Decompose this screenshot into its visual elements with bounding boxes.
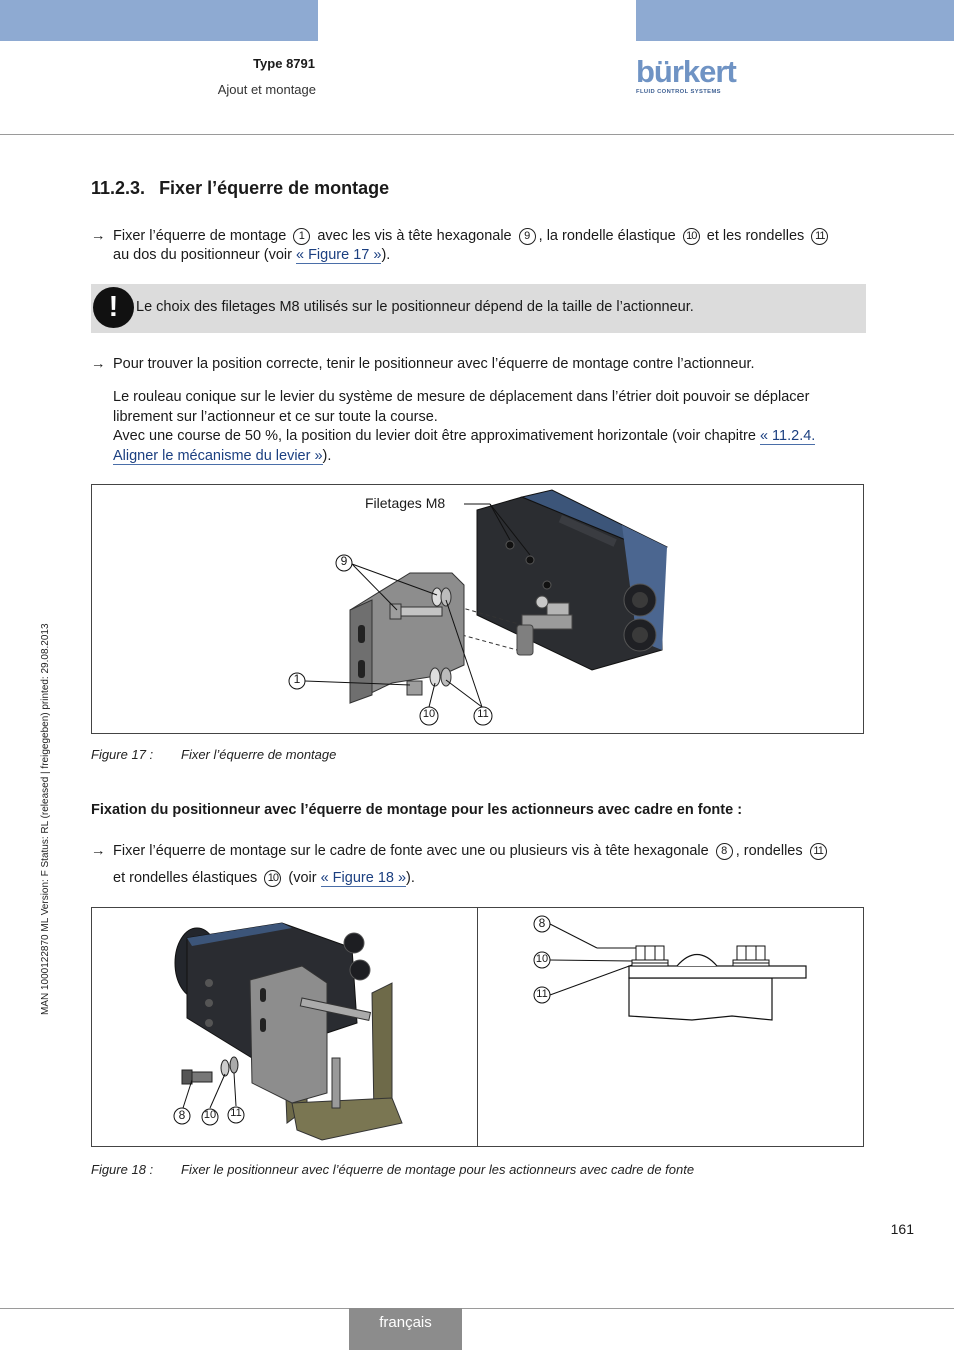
link-chapter-11-2-4-title[interactable]: Aligner le mécanisme du levier »	[113, 447, 323, 464]
page-number: 161	[890, 1221, 914, 1237]
step3-text-4: (voir	[288, 870, 317, 886]
logo-wordmark: bürkert	[636, 54, 736, 89]
link-chapter-11-2-4[interactable]: « 11.2.4.	[759, 428, 816, 444]
step3-text-3: et rondelles élastiques	[113, 870, 258, 886]
figure-17	[91, 484, 864, 734]
figure-18	[91, 907, 864, 1147]
callout-10: 10	[264, 870, 281, 887]
callout-1: 1	[293, 228, 310, 245]
burkert-logo	[636, 54, 736, 95]
figure-17-illustration	[92, 485, 863, 733]
step-find-position	[91, 355, 871, 374]
note-text: Le choix des filetages M8 utilisés sur le positionneur dépend de la taille de l’actionneur.	[136, 299, 694, 315]
step-cast-frame	[91, 838, 871, 892]
para-end: ).	[322, 447, 332, 464]
document-section: Ajout et montage	[217, 82, 316, 97]
figure-18-caption	[91, 1162, 695, 1177]
fig18-right-callout-11: 11	[536, 988, 548, 1000]
callout-10: 10	[683, 228, 700, 245]
header-bar-left	[0, 0, 318, 41]
figure-17-caption-text: Fixer l’équerre de montage	[181, 747, 337, 762]
callout-9: 9	[519, 228, 536, 245]
header-rule	[0, 134, 954, 135]
exclamation-icon: !	[93, 287, 134, 328]
fig18-left-callout-11: 11	[230, 1107, 242, 1119]
callout-11: 11	[810, 843, 827, 860]
figure-17-caption	[91, 747, 337, 762]
figure-17-caption-number: Figure 17 :	[91, 747, 154, 762]
document-type: Type 8791	[253, 56, 315, 71]
fig18-right-callout-10: 10	[535, 953, 549, 965]
step1-text-4: et les rondelles	[706, 228, 805, 244]
figure-18-caption-text: Fixer le positionneur avec l’équerre de montage pour les actionneurs avec cadre de fonte	[181, 1162, 695, 1177]
arrow-icon: →	[91, 843, 106, 859]
para-line-1: Le rouleau conique sur le levier du système de mesure de déplacement dans l’étrier doit pouvoir se déplacer	[113, 389, 810, 405]
arrow-icon: →	[91, 356, 106, 372]
callout-11: 11	[811, 228, 828, 245]
fig18-left-callout-10: 10	[203, 1109, 217, 1121]
lever-paragraph	[113, 388, 873, 466]
label-m8-threads: Filetages M8	[365, 495, 446, 511]
step3-text-1: Fixer l’équerre de montage sur le cadre de fonte avec une ou plusieurs vis à tête hexagonale	[113, 843, 709, 859]
logo-tagline: FLUID CONTROL SYSTEMS	[636, 89, 721, 95]
fig18-left-callout-8: 8	[178, 1108, 186, 1122]
fig17-callout-1: 1	[293, 672, 301, 686]
step1-text-1: Fixer l’équerre de montage	[113, 228, 287, 244]
para-line-3: Avec une course de 50 %, la position du levier doit être approximativement horizontale (voir chapitre	[113, 428, 756, 444]
language-tab[interactable]: français	[349, 1308, 462, 1350]
fig17-callout-9: 9	[340, 554, 348, 568]
side-metadata: MAN 1000122870 ML Version: F Status: RL (released | freigegeben) printed: 29.08.2013	[40, 623, 51, 1015]
step2-text: Pour trouver la position correcte, tenir le positionneur avec l’équerre de montage contre l’actionneur.	[113, 356, 755, 372]
para-line-2: librement sur l’actionneur et ce sur toute la course.	[113, 408, 438, 425]
step1-text-5: au dos du positionneur (voir	[113, 247, 292, 263]
link-figure-17[interactable]: « Figure 17 »	[295, 247, 382, 263]
header-bar-right	[636, 0, 954, 41]
fig18-right-callout-8: 8	[538, 916, 546, 930]
note-box	[91, 284, 866, 333]
cast-frame-subheading: Fixation du positionneur avec l’équerre de montage pour les actionneurs avec cadre en fonte :	[91, 802, 743, 818]
arrow-icon: →	[91, 228, 106, 244]
step1-text-6: ).	[381, 247, 391, 263]
step1-text-3: , la rondelle élastique	[538, 228, 676, 244]
figure-18-caption-number: Figure 18 :	[91, 1162, 154, 1177]
callout-8: 8	[716, 843, 733, 860]
step3-text-5: ).	[406, 870, 415, 886]
section-number: 11.2.3.	[91, 178, 146, 198]
section-title: Fixer l’équerre de montage	[159, 178, 390, 198]
footer-rule	[0, 1308, 954, 1309]
step3-text-2: , rondelles	[735, 843, 803, 859]
step-fix-bracket	[91, 227, 871, 265]
section-heading	[91, 178, 389, 199]
step1-text-2: avec les vis à tête hexagonale	[317, 228, 512, 244]
fig17-callout-11: 11	[477, 708, 489, 720]
fig17-callout-10: 10	[422, 708, 436, 720]
link-figure-18[interactable]: « Figure 18 »	[320, 870, 407, 886]
